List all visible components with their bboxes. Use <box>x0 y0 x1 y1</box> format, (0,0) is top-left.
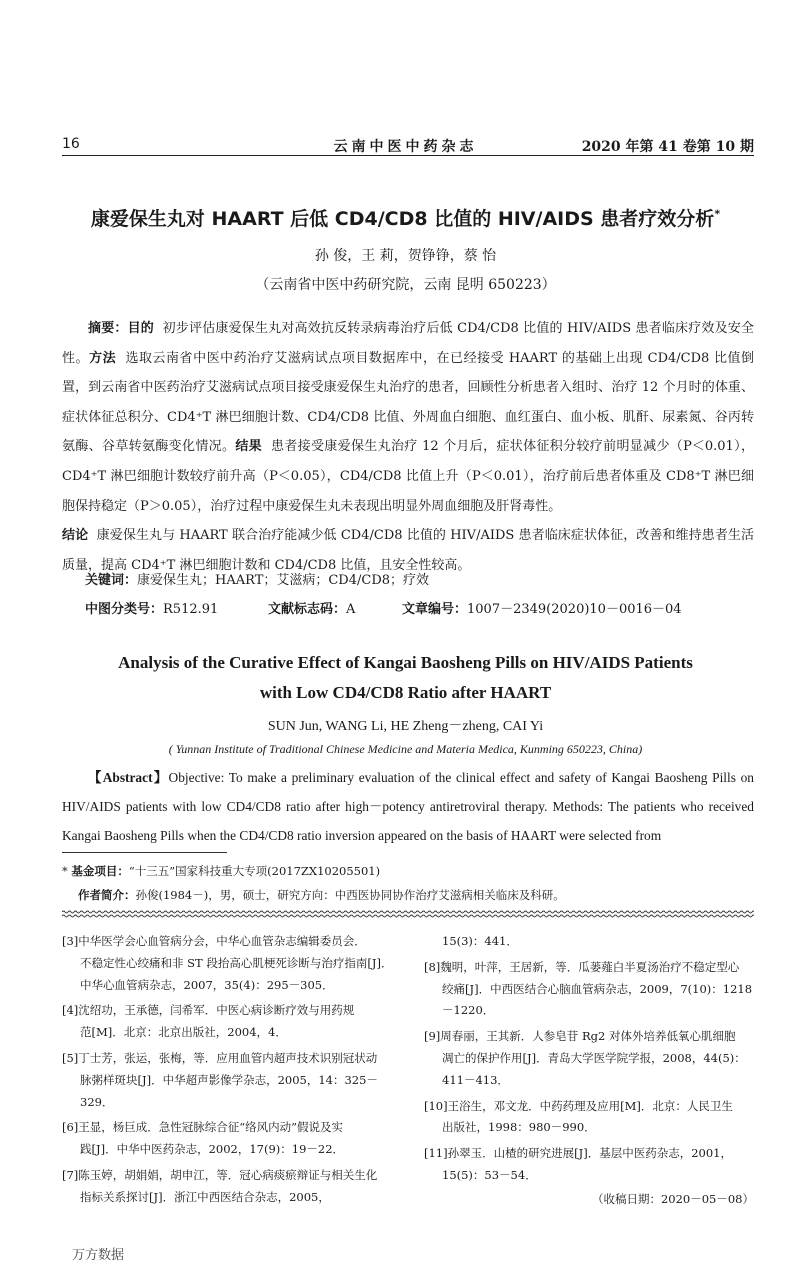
affiliation-cn: （云南省中医中药研究院，云南 昆明 650223） <box>255 277 556 293</box>
reference-number: [3] <box>62 934 79 948</box>
reference-item <box>62 1117 400 1161</box>
reference-continuation: 范[M]．北京：北京出版社，2004，4． <box>80 1025 287 1040</box>
paper-title-en-line1: Analysis of the Curative Effect of Kangai Baosheng Pills on HIV/AIDS Patients <box>118 653 693 672</box>
reference-first-line: 王浴生，邓文龙．中药药理及应用[M]．北京：人民卫生 <box>447 1098 733 1113</box>
reference-item <box>424 1026 754 1091</box>
reference-first-line: 沈绍功，王承德，闫希军．中医心病诊断疗效与用药规 <box>78 1003 355 1018</box>
affiliation-en: ( Yunnan Institute of Traditional Chinese Medicine and Materia Medica, Kunming 650223, China) <box>168 742 643 756</box>
page-number: 16 <box>62 136 80 152</box>
paper-title-cn <box>0 204 811 231</box>
objective-text: 初步评估康爱保生丸对高效抗反转录病毒治疗后低 CD4/CD8 比值的 HIV/AIDS 患者临床疗效及安全性。 <box>62 321 754 366</box>
reference-number: [4] <box>62 1003 79 1018</box>
footnote-rule <box>62 852 227 853</box>
classification-article <box>402 598 682 617</box>
article-label: 文章编号： <box>402 602 468 617</box>
reference-item <box>424 1096 754 1140</box>
reference-number: [10] <box>424 1098 448 1113</box>
abstract-label: 摘要： <box>88 321 128 336</box>
reference-item <box>62 931 400 996</box>
methods-label: 方法 <box>89 350 117 366</box>
authors-en: SUN Jun, WANG Li, HE Zheng－zheng, CAI Yi <box>267 719 544 734</box>
reference-continuation: 15(5)：53－54． <box>442 1167 537 1182</box>
reference-item <box>62 1165 400 1209</box>
reference-number: [7] <box>62 1167 79 1182</box>
wavy-separator <box>62 910 754 918</box>
reference-continuation: 绞痛[J]．中西医结合心脑血管病杂志，2009，7(10)：1218－1220． <box>442 981 753 1018</box>
reference-continuation: 凋亡的保护作用[J]．青岛大学医学院学报，2008，44(5)：411－413． <box>442 1050 746 1087</box>
footnote-author <box>78 887 565 903</box>
references-right-column <box>424 931 754 1191</box>
reference-first-line: 中华医学会心血管病分会，中华心血管杂志编辑委员会． <box>78 934 366 948</box>
reference-number: [5] <box>62 1050 79 1065</box>
reference-item <box>424 1143 754 1187</box>
abstract-cn <box>62 314 754 580</box>
footnote-fund <box>62 863 380 879</box>
reference-item <box>424 931 754 953</box>
author-bio-text: 孙俊(1984－)，男，硕士，研究方向：中西医协同协作治疗艾滋病相关临床及科研。 <box>135 888 565 902</box>
results-label: 结果 <box>235 439 263 455</box>
reference-first-line: 周春丽，王其新．人参皂苷 Rg2 对体外培养低氧心肌细胞 <box>440 1029 736 1044</box>
abstract-en-label: 【Abstract】 <box>88 770 169 785</box>
fund-mark: * <box>62 864 68 878</box>
header-rule <box>62 155 754 156</box>
clc-label: 中图分类号： <box>85 602 164 617</box>
reference-item <box>424 957 754 1022</box>
author-bio-label: 作者简介： <box>78 888 136 902</box>
fund-text: “十三五”国家科技重大专项(2017ZX10205501) <box>128 864 381 878</box>
methods-text: 选取云南省中医中药治疗艾滋病试点项目数据库中，在已经接受 HAART 的基础上出现 CD4/CD8 比值倒置，到云南省中医药治疗艾滋病试点项目接受康爱保生丸治疗的患者，回顾性分析患者入组时、治疗 12 个月时的体重、症状体征总积分、CD4⁺T 淋巴细胞计数、CD4/CD8 比值、外周血白细胞、血红蛋白、血小板、肌酐、尿素氮、谷丙转氨酶、谷草转氨酶变化情况。 <box>62 350 754 455</box>
title-cn-text: 康爱保生丸对 HAART 后低 CD4/CD8 比值的 HIV/AIDS 患者疗效分析 <box>90 208 715 230</box>
keywords <box>85 569 429 588</box>
reference-first-line: 孙翠玉．山楂的研究进展[J]．基层中医药杂志，2001， <box>447 1146 732 1161</box>
doc-label: 文献标志码： <box>268 602 347 617</box>
objective-label: 目的 <box>127 321 154 336</box>
references-left-column <box>62 931 400 1213</box>
reference-first-line: 魏明，叶萍，王居新，等．瓜蒌薤白半夏汤治疗不稳定型心 <box>440 959 740 974</box>
issue-info: 2020 年第 41 卷第 10 期 <box>581 139 754 155</box>
keywords-value: 康爱保生丸；HAART；艾滋病；CD4/CD8；疗效 <box>137 573 430 588</box>
received-date: （收稿日期：2020－05－08） <box>591 1192 754 1206</box>
doc-value: A <box>346 602 356 617</box>
reference-item <box>62 1048 400 1113</box>
results-text: 患者接受康爱保生丸治疗 12 个月后，症状体征积分较疗前明显减少（P＜0.01），CD4⁺T 淋巴细胞计数较疗前升高（P＜0.05），CD4/CD8 比值上升（P＜0.01），治疗前后患者体重及 CD8⁺T 淋巴细胞保持稳定（P＞0.05），治疗过程中康爱保生丸未表现出明显外周血细胞及肝肾毒性。 <box>62 439 754 514</box>
reference-continuation: 践[J]．中华中医药杂志，2002，17(9)：19－22． <box>80 1142 345 1157</box>
conclusion-text: 康爱保生丸与 HAART 联合治疗能减少低 CD4/CD8 比值的 HIV/AIDS 患者临床症状体征，改善和维持患者生活质量，提高 CD4⁺T 淋巴细胞计数和 CD4/CD8 比值，且安全性较高。 <box>62 528 754 573</box>
abstract-en-text: Objective: To make a preliminary evaluation of the clinical effect and safety of Kangai Baosheng Pills on HIV/AIDS patients with low CD4/CD8 ratio after high－potency antiretroviral therapy. Methods: The patients who received Kangai Baosheng Pills when the CD4/CD8 ratio inversion appeared on the basis of HAART were selected from <box>62 770 754 843</box>
reference-continuation: 15(3)：441． <box>442 934 518 948</box>
reference-number: [8] <box>424 959 441 974</box>
reference-continuation: 脉粥样斑块[J]．中华超声影像学杂志，2005，14：325－329． <box>80 1072 378 1109</box>
reference-first-line: 陈玉婷，胡娟娟，胡申江，等．冠心病痰瘀辩证与相关生化 <box>78 1167 378 1182</box>
reference-continuation: 指标关系探讨[J]．浙江中西医结合杂志，2005， <box>80 1189 330 1204</box>
reference-continuation: 出版社，1998：980－990． <box>442 1120 596 1135</box>
watermark: 万方数据 <box>72 1248 125 1263</box>
reference-continuation: 不稳定性心绞痛和非 ST 段抬高心肌梗死诊断与治疗指南[J]．中华心血管病杂志，2007，35(4)：295－305． <box>80 955 393 992</box>
journal-name: 云南中医中药杂志 <box>333 139 478 155</box>
paper-title-en-line2: with Low CD4/CD8 Ratio after HAART <box>259 683 552 702</box>
reference-number: [6] <box>62 1120 79 1135</box>
conclusion-label: 结论 <box>62 528 89 544</box>
reference-item <box>62 1000 400 1044</box>
fund-label: 基金项目： <box>71 864 129 878</box>
authors-cn: 孙 俊，王 莉，贺铮铮，蔡 怡 <box>314 248 497 264</box>
reference-first-line: 王显，杨巨成．急性冠脉综合征“络风内动”假说及实 <box>78 1120 344 1135</box>
clc-value: R512.91 <box>163 602 219 617</box>
reference-first-line: 丁士芳，张运，张梅，等．应用血管内超声技术识别冠状动 <box>78 1050 378 1065</box>
classification-doc <box>268 598 355 617</box>
title-footnote-mark: * <box>714 207 721 221</box>
classification-clc <box>85 598 218 617</box>
abstract-en <box>62 763 754 850</box>
article-value: 1007－2349(2020)10－0016－04 <box>467 602 682 617</box>
reference-number: [9] <box>424 1029 441 1044</box>
reference-number: [11] <box>424 1146 448 1161</box>
keywords-label: 关键词： <box>85 573 138 588</box>
